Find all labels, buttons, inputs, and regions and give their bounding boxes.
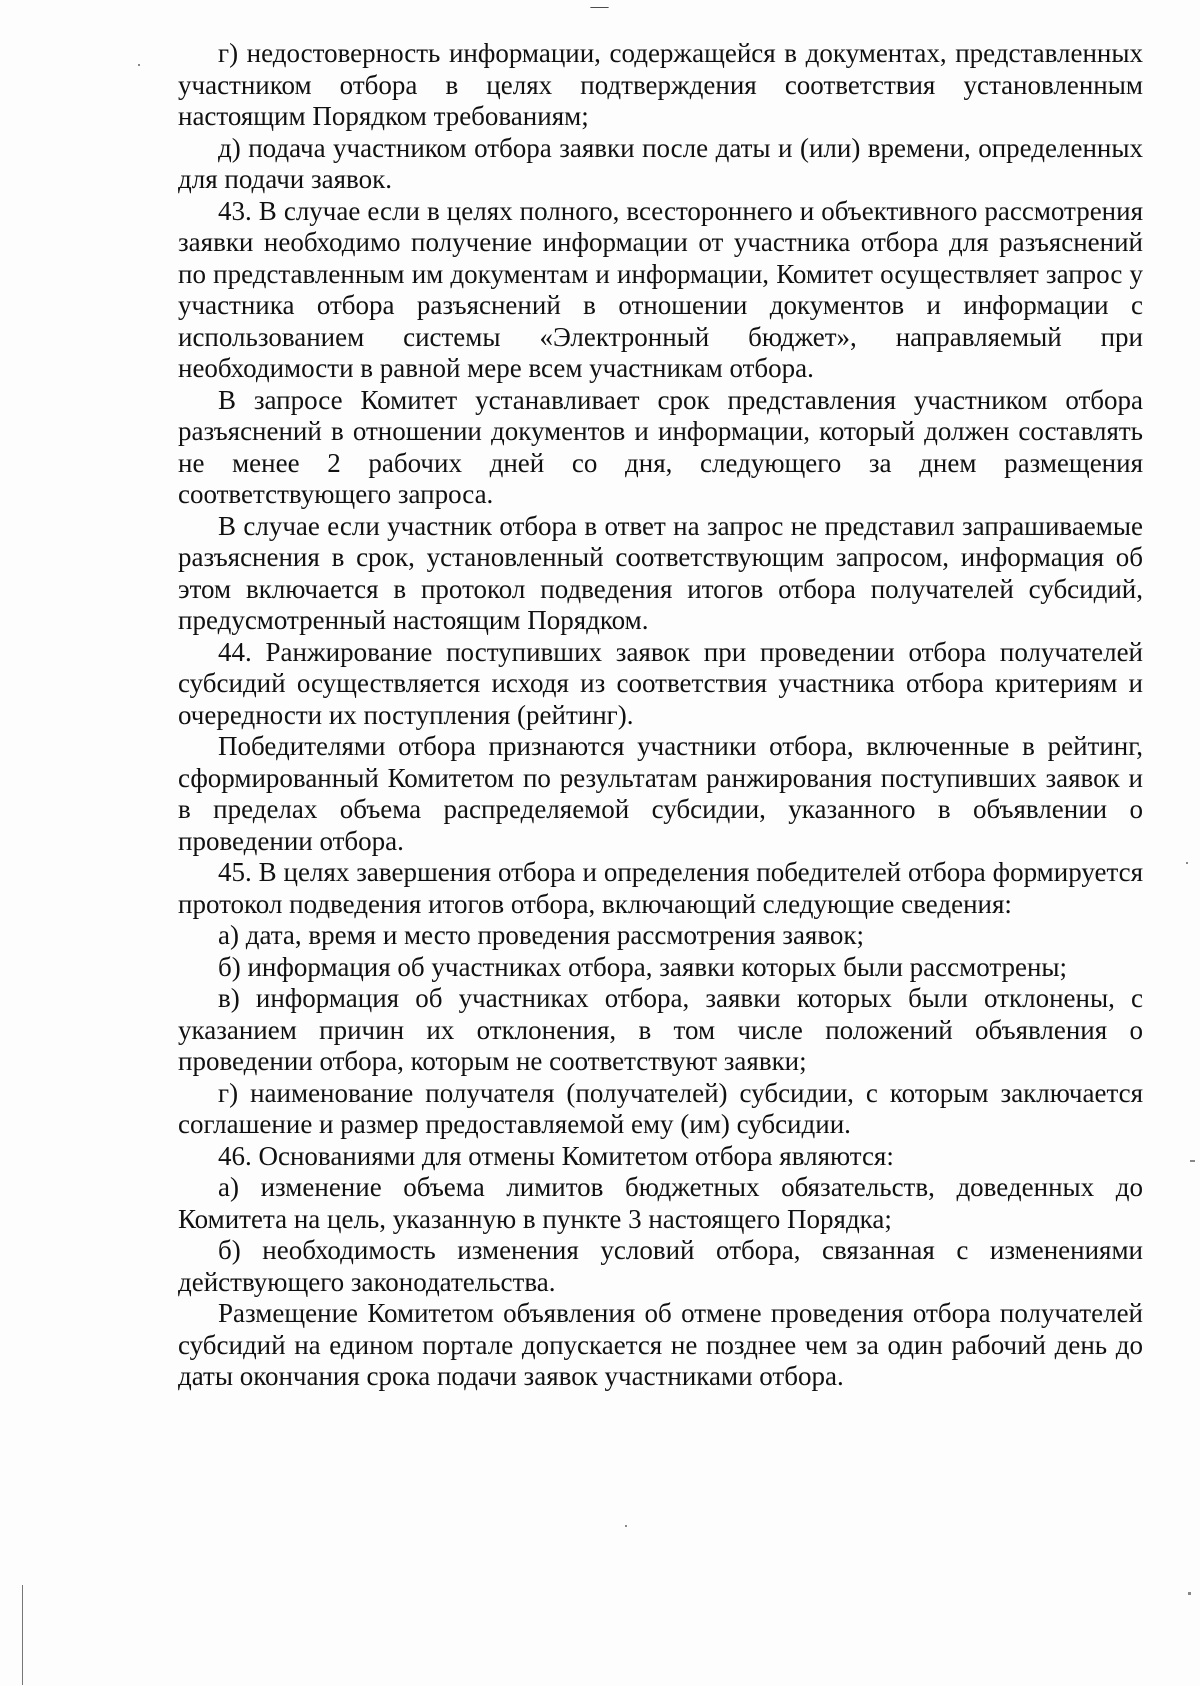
list-item: а) дата, время и место проведения рассмотрения заявок; — [218, 920, 865, 950]
scan-speck — [138, 64, 140, 66]
paragraph: Размещение Комитетом объявления об отмене проведения отбора получателей субсидий на едином портале допускается не позднее чем за один рабочий день до даты окончания срока подачи заявок участниками отбора. — [178, 1298, 1143, 1391]
paragraph: 46. Основаниями для отмены Комитетом отбора являются: — [218, 1140, 894, 1171]
paragraph: д) подача участником отбора заявки после даты и (или) времени, определенных для подачи заявок. — [178, 132, 1143, 194]
list-item: б) необходимость изменения условий отбора, связанная с изменениями действующего законодательства. — [178, 1235, 1143, 1297]
paragraph: Победителями отбора признаются участники отбора, включенные в рейтинг, сформированный Комитетом по результатам ранжирования поступивших заявок и в пределах объема распределяемой субсидии, указанного в объявлении о проведении отбора. — [178, 731, 1143, 856]
scan-speck — [625, 1525, 627, 1527]
list-item: а) изменение объема лимитов бюджетных обязательств, доведенных до Комитета на цель, указанную в пункте 3 настоящего Порядка; — [178, 1172, 1143, 1234]
scan-speck — [1186, 862, 1188, 864]
paragraph: 43. В случае если в целях полного, всестороннего и объективного рассмотрения заявки необходимо получение информации от участника отбора для разъяснений по представленным им документам и информации, Комитет осуществляет запрос у участника отбора разъяснений в отношении документов и информации с использованием системы «Электронный бюджет», направляемый при необходимости в равной мере всем участникам отбора. — [178, 195, 1143, 383]
scan-speck — [1188, 1592, 1191, 1595]
scan-speck — [1190, 1160, 1195, 1162]
list-item: в) информация об участниках отбора, заявки которых были отклонены, с указанием причин их отклонения, в том числе положений объявления о проведении отбора, которым не соответствуют заявки; — [178, 983, 1143, 1076]
paragraph: В запросе Комитет устанавливает срок представления участником отбора разъяснений в отношении документов и информации, который должен составлять не менее 2 рабочих дней со дня, следующего за днем размещения соответствующего запроса. — [178, 384, 1143, 509]
paragraph: 45. В целях завершения отбора и определения победителей отбора формируется протокол подведения итогов отбора, включающий следующие сведения: — [178, 857, 1143, 919]
paragraph: г) недостоверность информации, содержащейся в документах, представленных участником отбора в целях подтверждения соответствия установленным настоящим Порядком требованиям; — [178, 38, 1143, 131]
paragraph: 44. Ранжирование поступивших заявок при проведении отбора получателей субсидий осуществляется исходя из соответствия участника отбора критериям и очередности их поступления (рейтинг). — [178, 636, 1143, 730]
list-item: г) наименование получателя (получателей) субсидии, с которым заключается соглашение и размер предоставляемой ему (им) субсидии. — [178, 1077, 1143, 1139]
page-number: — — [590, 0, 610, 16]
paragraph: В случае если участник отбора в ответ на запрос не представил запрашиваемые разъяснения в срок, установленный соответствующим запросом, информация об этом включается в протокол подведения итогов отбора получателей субсидий, предусмотренный настоящим Порядком. — [178, 510, 1143, 635]
scan-margin-line — [22, 1585, 23, 1685]
list-item: б) информация об участниках отбора, заявки которых были рассмотрены; — [218, 951, 1068, 982]
document-body — [178, 38, 1143, 1393]
